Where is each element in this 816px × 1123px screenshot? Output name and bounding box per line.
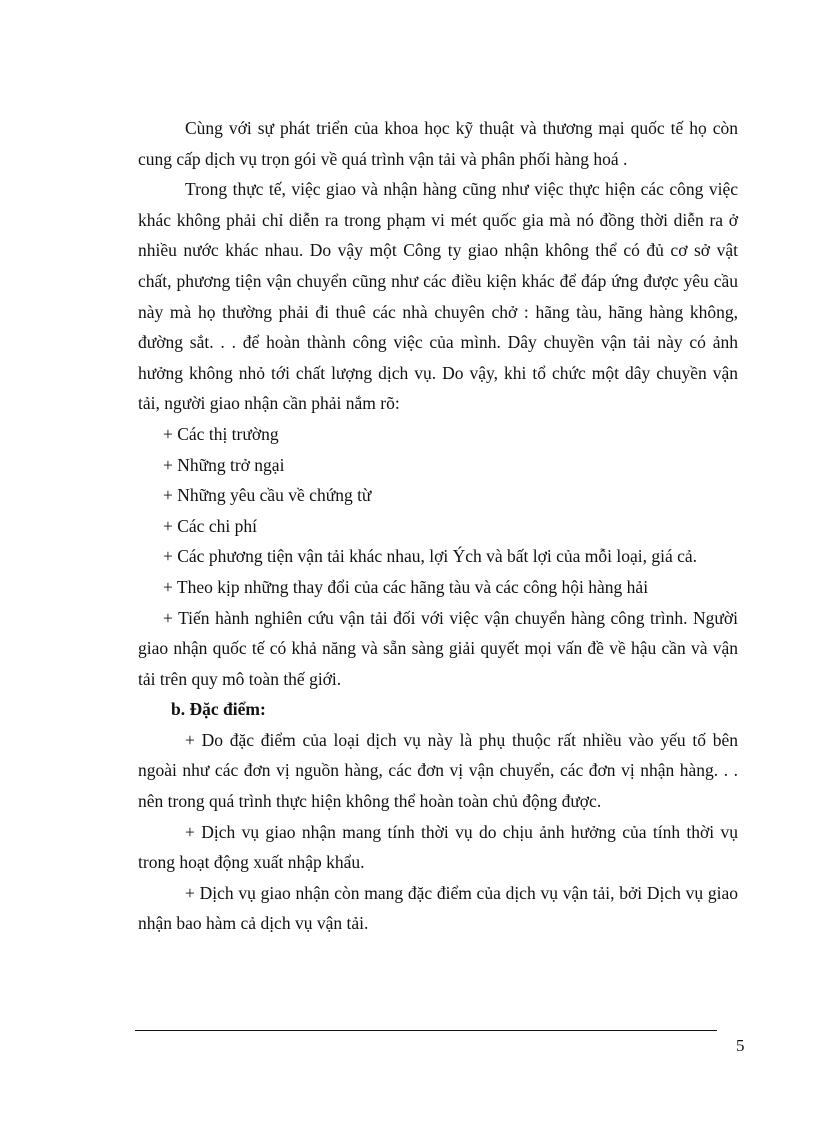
bullet-item-markets: + Các thị trường <box>163 423 279 444</box>
bullet-item-documents: + Những yêu cầu về chứng từ <box>163 485 372 506</box>
bullet-item-shipping-lines: + Theo kịp những thay đổi của các hãng tàu và các công hội hàng hải <box>163 576 649 597</box>
page-body <box>138 113 738 939</box>
footer-divider <box>135 1030 717 1031</box>
bullet-item-obstacles: + Những trở ngại <box>163 454 285 475</box>
feature-seasonality: + Dịch vụ giao nhận mang tính thời vụ do chịu ảnh hưởng của tính thời vụ trong hoạt động xuất nhập khẩu. <box>138 821 738 873</box>
page-number: 5 <box>736 1036 745 1055</box>
bullet-item-transport-means: + Các phương tiện vận tải khác nhau, lợi Ých và bất lợi của mỗi loại, giá cả. <box>163 546 698 567</box>
bullet-item-costs: + Các chi phí <box>163 515 257 536</box>
paragraph-intro: Cùng với sự phát triển của khoa học kỹ thuật và thương mại quốc tế họ còn cung cấp dịch vụ trọn gói về quá trình vận tải và phân phối hàng hoá . <box>138 118 738 169</box>
feature-dependency: + Do đặc điểm của loại dịch vụ này là phụ thuộc rất nhiều vào yếu tố bên ngoài như các đơn vị nguồn hàng, các đơn vị vận chuyển, các đơn vị nhận hàng. . . nên trong quá trình thực hiện không thể hoàn toàn chủ động được. <box>138 729 738 812</box>
paragraph-context: Trong thực tế, việc giao và nhận hàng cũng như việc thực hiện các công việc khác không phải chỉ diễn ra trong phạm vi mét quốc gia mà nó đồng thời diễn ra ở nhiều nước khác nhau. Do vậy một Công ty giao nhận không thể có đủ cơ sở vật chất, phương tiện vận chuyển cũng như các điều kiện khác để đáp ứng được yêu cầu này mà họ thường phải đi thuê các nhà chuyên chở : hãng tàu, hãng hàng không, đường sắt. . . để hoàn thành công việc của mình. Dây chuyền vận tải này có ảnh hưởng không nhỏ tới chất lượng dịch vụ. Do vậy, khi tổ chức một dây chuyền vận tải, người giao nhận cần phải nắm rõ: <box>138 179 738 414</box>
bullet-item-transport-research: + Tiến hành nghiên cứu vận tải đối với việc vận chuyển hàng công trình. Người giao nhận quốc tế có khả năng và sẵn sàng giải quyết mọi vấn đề về hậu cần và vận tải trên quy mô toàn thế giới. <box>138 607 738 689</box>
feature-transport-service: + Dịch vụ giao nhận còn mang đặc điểm của dịch vụ vận tải, bởi Dịch vụ giao nhận bao hàm cả dịch vụ vận tải. <box>138 882 738 934</box>
section-heading: b. Đặc điểm: <box>171 699 266 720</box>
